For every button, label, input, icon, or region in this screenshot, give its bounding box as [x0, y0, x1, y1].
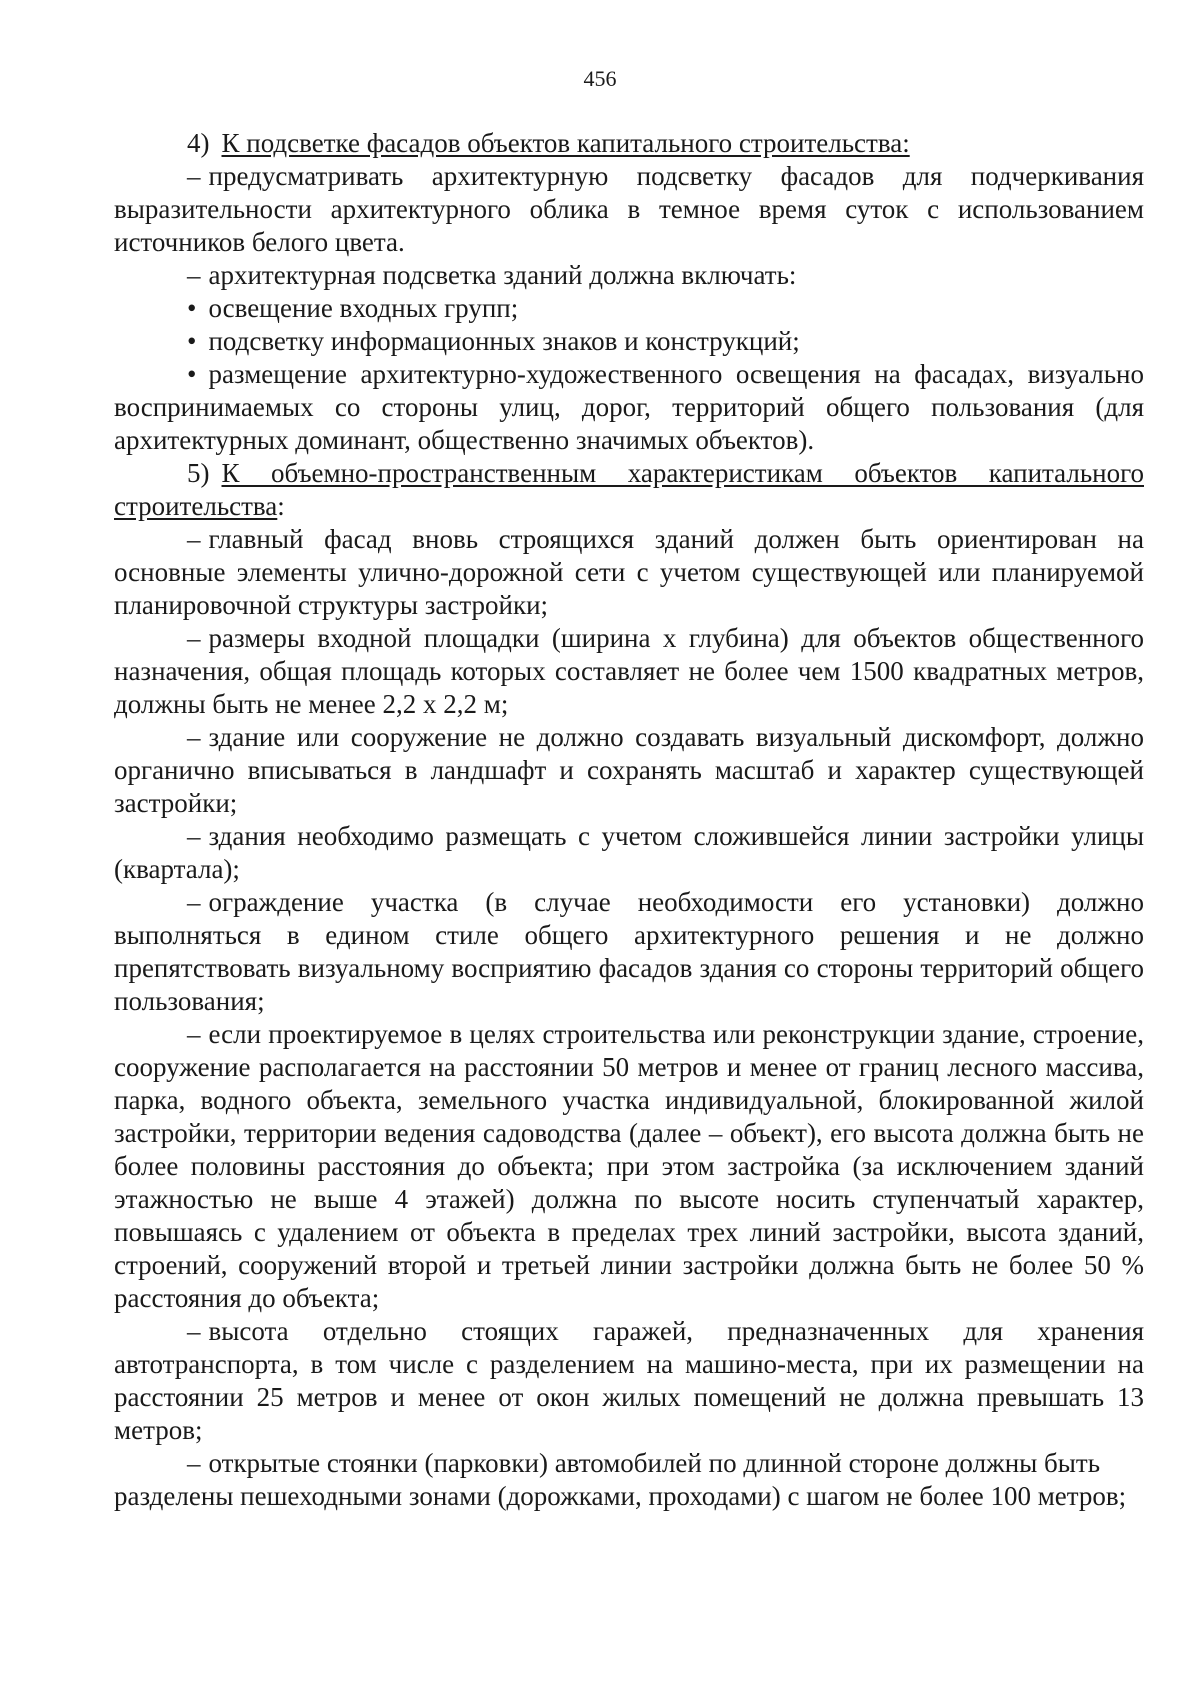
item-marker: – — [187, 887, 201, 917]
item-text: высота отдельно стоящих гаражей, предназначенных для хранения автотранспорта, в том числе с разделением на машино-места, при их размещении на расстоянии 25 метров и менее от окон жилых помещений не должна превышать 13 метров; — [114, 1316, 1144, 1445]
section-4-number: 4) — [187, 128, 210, 158]
section-5-item — [114, 1018, 1144, 1315]
item-marker: – — [187, 1316, 201, 1346]
item-marker: – — [187, 524, 201, 554]
section-4-item — [114, 160, 1144, 259]
item-marker: – — [187, 161, 201, 191]
section-5-item — [114, 523, 1144, 622]
section-4-bullet-item — [114, 325, 1144, 358]
item-marker: – — [187, 1448, 201, 1478]
item-text: освещение входных групп; — [208, 293, 519, 323]
section-4-bullet-item — [114, 292, 1144, 325]
section-4-heading — [114, 127, 1144, 160]
section-5-item — [114, 721, 1144, 820]
section-5-heading — [114, 457, 1144, 523]
bullet-marker: • — [187, 293, 197, 323]
item-marker: – — [187, 722, 201, 752]
item-text: здания необходимо размещать с учетом сложившейся линии застройки улицы (квартала); — [114, 821, 1144, 884]
item-marker: – — [187, 260, 201, 290]
section-5-item — [114, 820, 1144, 886]
section-5-item — [114, 886, 1144, 1018]
item-marker: – — [187, 821, 201, 851]
bullet-marker: • — [187, 326, 197, 356]
item-text: архитектурная подсветка зданий должна включать: — [208, 260, 797, 290]
bullet-marker: • — [187, 359, 197, 389]
section-4-title: К подсветке фасадов объектов капитального строительства: — [221, 128, 910, 158]
item-text: размеры входной площадки (ширина х глубина) для объектов общественного назначения, общая площадь которых составляет не более чем 1500 квадратных метров, должны быть не менее 2,2 х 2,2 м; — [114, 623, 1144, 719]
section-5-item — [114, 1447, 1144, 1513]
item-text: подсветку информационных знаков и конструкций; — [208, 326, 800, 356]
section-4-item — [114, 259, 1144, 292]
section-5-title-suffix: : — [277, 491, 285, 521]
section-5-title: К объемно-пространственным характеристикам объектов капитального строительства — [114, 458, 1144, 521]
section-5-number: 5) — [187, 458, 210, 488]
item-marker: – — [187, 1019, 201, 1049]
item-text: размещение архитектурно-художественного освещения на фасадах, визуально воспринимаемых со стороны улиц, дорог, территорий общего пользования (для архитектурных доминант, общественно значимых объектов). — [114, 359, 1144, 455]
item-text: здание или сооружение не должно создавать визуальный дискомфорт, должно органично вписываться в ландшафт и сохранять масштаб и характер существующей застройки; — [114, 722, 1144, 818]
item-text: ограждение участка (в случае необходимости его установки) должно выполняться в едином стиле общего архитектурного решения и не должно препятствовать визуальному восприятию фасадов здания со стороны территорий общего пользования; — [114, 887, 1144, 1016]
item-text: если проектируемое в целях строительства или реконструкции здание, строение, сооружение располагается на расстоянии 50 метров и менее от границ лесного массива, парка, водного объекта, земельного участка индивидуальной, блокированной жилой застройки, территории ведения садоводства (далее – объект), его высота должна быть не более половины расстояния до объекта; при этом застройка (за исключением зданий этажностью не выше 4 этажей) должна по высоте носить ступенчатый характер, повышаясь с удалением от объекта в пределах трех линий застройки, высота зданий, строений, сооружений второй и третьей линии застройки должна быть не более 50 % расстояния до объекта; — [114, 1019, 1144, 1313]
item-text: открытые стоянки (парковки) автомобилей по длинной стороне должны быть разделены пешеходными зонами (дорожками, проходами) с шагом не более 100 метров; — [114, 1448, 1127, 1511]
item-marker: – — [187, 623, 201, 653]
page-number: 456 — [583, 66, 617, 91]
section-4-bullet-item — [114, 358, 1144, 457]
item-text: главный фасад вновь строящихся зданий должен быть ориентирован на основные элементы улично-дорожной сети с учетом существующей или планируемой планировочной структуры застройки; — [114, 524, 1144, 620]
section-5-item — [114, 1315, 1144, 1447]
document-body — [114, 127, 1144, 1513]
item-text: предусматривать архитектурную подсветку фасадов для подчеркивания выразительности архитектурного облика в темное время суток с использованием источников белого цвета. — [114, 161, 1144, 257]
section-5-item — [114, 622, 1144, 721]
